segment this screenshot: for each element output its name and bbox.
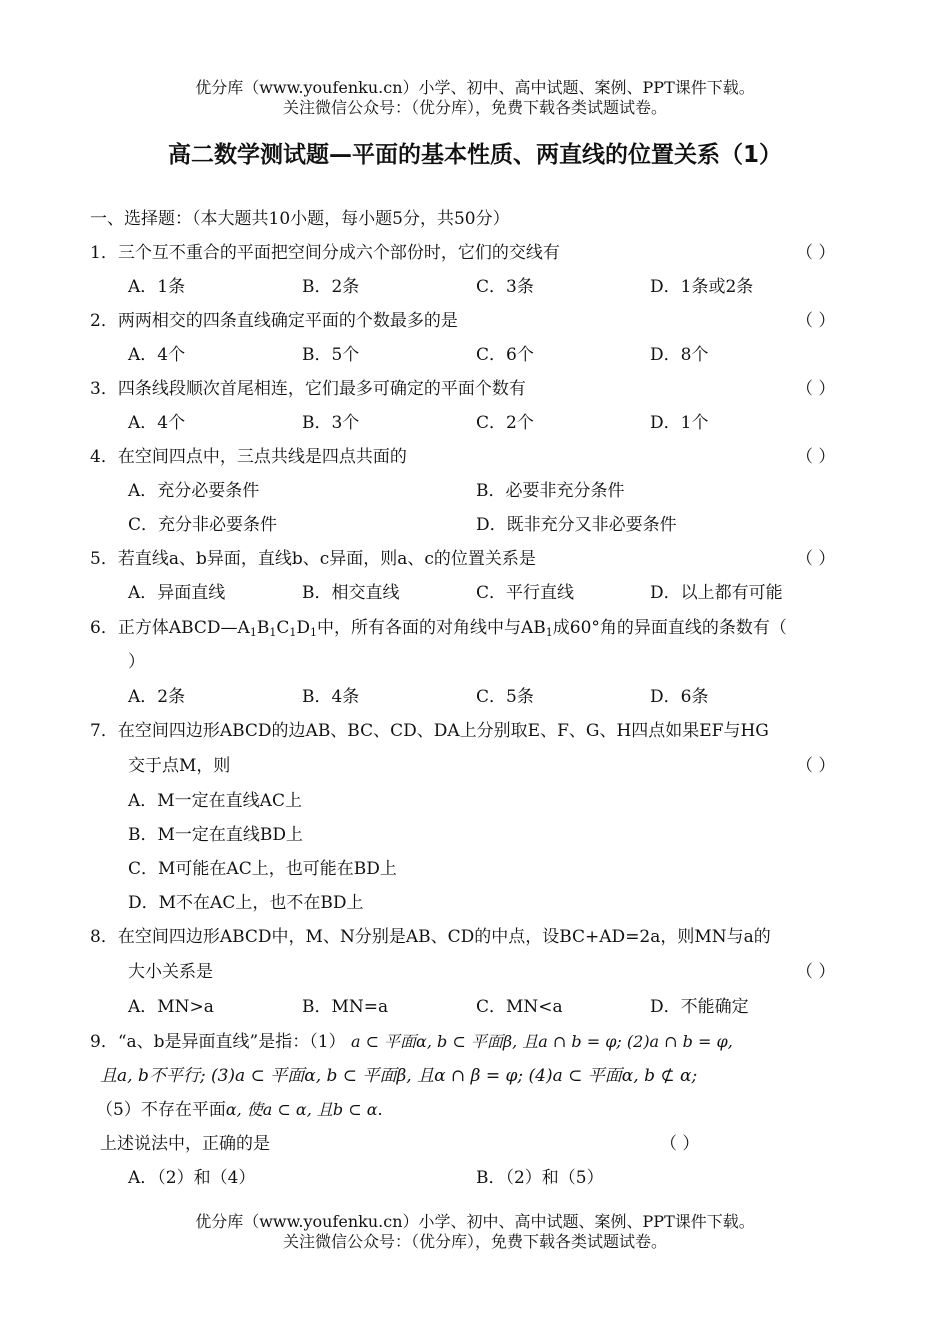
question-7-option-c: C．M可能在AC上，也可能在BD上 <box>128 859 397 879</box>
question-1-stem: 1．三个互不重合的平面把空间分成六个部份时，它们的交线有 <box>90 243 560 263</box>
question-1-answer-paren: （ ） <box>796 243 836 263</box>
question-3-option-b: B．3个 <box>302 413 360 433</box>
question-2-option-d: D．8个 <box>650 345 709 365</box>
header-banner <box>0 78 950 118</box>
question-4-option-d: D．既非充分又非必要条件 <box>476 515 677 535</box>
question-5-option-b: B．相交直线 <box>302 583 400 603</box>
question-6-option-c: C．5条 <box>476 687 534 707</box>
question-8-stem-cont: 大小关系是 <box>128 962 213 982</box>
question-8-option-a: A．MN>a <box>128 997 214 1017</box>
q6-part: C <box>276 618 290 638</box>
q6-sub: 1 <box>545 626 553 639</box>
q6-part: D <box>296 618 310 638</box>
question-9-line-4: 上述说法中，正确的是 <box>100 1134 270 1154</box>
question-6-option-d: D．6条 <box>650 687 709 707</box>
question-2-answer-paren: （ ） <box>796 311 836 331</box>
question-1-option-b: B．2条 <box>302 277 360 297</box>
question-2-stem: 2．两两相交的四条直线确定平面的个数最多的是 <box>90 311 458 331</box>
question-9-line-3 <box>96 1099 383 1121</box>
question-9-option-a: A．（2）和（4） <box>128 1168 256 1188</box>
question-5-stem: 5．若直线a、b异面，直线b、c异面，则a、c的位置关系是 <box>90 549 536 569</box>
question-1-option-d: D．1条或2条 <box>650 277 754 297</box>
question-4-option-a: A．充分必要条件 <box>128 481 260 501</box>
section-heading-text: 一、选择题：（本大题共10小题，每小题5分，共50分） <box>90 209 510 229</box>
question-8-option-c: C．MN<a <box>476 997 563 1017</box>
question-2-option-a: A．4个 <box>128 345 186 365</box>
question-7-option-b: B．M一定在直线BD上 <box>128 825 304 845</box>
question-7-stem: 7．在空间四边形ABCD的边AB、BC、CD、DA上分别取E、F、G、H四点如果EF与HG <box>90 721 769 741</box>
question-7-answer-paren: （ ） <box>796 756 836 776</box>
q9-math-3: α, 使a ⊂ α, 且b ⊂ α. <box>225 1100 383 1119</box>
q6-sub: 1 <box>249 626 257 639</box>
question-7-option-a: A．M一定在直线AC上 <box>128 791 302 811</box>
question-3-option-c: C．2个 <box>476 413 534 433</box>
q9-math-2: 且a, b不平行; (3)a ⊂ 平面α, b ⊂ 平面β, 且α ∩ β = φ; (4)a ⊂ 平面α, b ⊄ α; <box>100 1066 698 1086</box>
q6-part: B <box>256 618 270 638</box>
footer-line-1: 优分库（www.youfenku.cn）小学、初中、高中试题、案例、PPT课件下载。 <box>195 1212 755 1231</box>
question-3-answer-paren: （ ） <box>796 379 836 399</box>
question-9-line-2 <box>100 1065 697 1087</box>
question-5-option-c: C．平行直线 <box>476 583 575 603</box>
q6-part: 成60°角的异面直线的条数有（ <box>552 618 787 638</box>
q6-part: 6．正方体ABCD—A <box>90 618 250 638</box>
question-9-stem <box>90 1031 733 1053</box>
question-8-option-b: B．MN=a <box>302 997 389 1017</box>
question-9-answer-paren: （ ） <box>660 1134 700 1154</box>
question-6-stem-cont: ） <box>128 652 145 672</box>
question-1-option-a: A．1条 <box>128 277 186 297</box>
question-2-option-c: C．6个 <box>476 345 534 365</box>
question-3-option-a: A．4个 <box>128 413 186 433</box>
question-5-option-a: A．异面直线 <box>128 583 226 603</box>
question-8-option-d: D．不能确定 <box>650 997 749 1017</box>
question-4-option-c: C．充分非必要条件 <box>128 515 278 535</box>
q9-line3-text: （5）不存在平面 <box>96 1100 226 1120</box>
header-line-1: 优分库（www.youfenku.cn）小学、初中、高中试题、案例、PPT课件下载。 <box>195 78 755 97</box>
question-8-stem: 8．在空间四边形ABCD中，M、N分别是AB、CD的中点，设BC+AD=2a，则MN与a的 <box>90 927 771 947</box>
footer-banner <box>0 1212 950 1252</box>
section-heading <box>90 208 510 230</box>
question-7-option-d: D．M不在AC上，也不在BD上 <box>128 893 364 913</box>
question-3-stem: 3．四条线段顺次首尾相连，它们最多可确定的平面个数有 <box>90 379 526 399</box>
q9-math-1: a ⊂ 平面α, b ⊂ 平面β, 且a ∩ b = φ; (2)a ∩ b = φ, <box>350 1032 733 1051</box>
question-4-answer-paren: （ ） <box>796 447 836 467</box>
question-3-option-d: D．1个 <box>650 413 709 433</box>
header-line-2: 关注微信公众号：（优分库），免费下载各类试题试卷。 <box>282 98 667 117</box>
question-9-option-b: B．（2）和（5） <box>476 1168 604 1188</box>
question-1-option-c: C．3条 <box>476 277 534 297</box>
q6-sub: 1 <box>309 626 317 639</box>
q9-stem-text: 9．“a、b是异面直线”是指：（1） <box>90 1032 346 1052</box>
question-4-option-b: B．必要非充分条件 <box>476 481 625 501</box>
question-7-stem-cont: 交于点M，则 <box>128 756 231 776</box>
q6-sub: 1 <box>289 626 297 639</box>
footer-line-2: 关注微信公众号：（优分库），免费下载各类试题试卷。 <box>282 1232 667 1251</box>
question-5-option-d: D．以上都有可能 <box>650 583 783 603</box>
q6-part: 中，所有各面的对角线中与AB <box>316 618 546 638</box>
question-5-answer-paren: （ ） <box>796 549 836 569</box>
page-title: 高二数学测试题—平面的基本性质、两直线的位置关系（1） <box>167 142 782 168</box>
q6-sub: 1 <box>269 626 277 639</box>
question-6-stem <box>90 617 787 644</box>
question-8-answer-paren: （ ） <box>796 962 836 982</box>
question-6-option-b: B．4条 <box>302 687 360 707</box>
question-6-option-a: A．2条 <box>128 687 186 707</box>
question-4-stem: 4．在空间四点中，三点共线是四点共面的 <box>90 447 407 467</box>
question-2-option-b: B．5个 <box>302 345 360 365</box>
